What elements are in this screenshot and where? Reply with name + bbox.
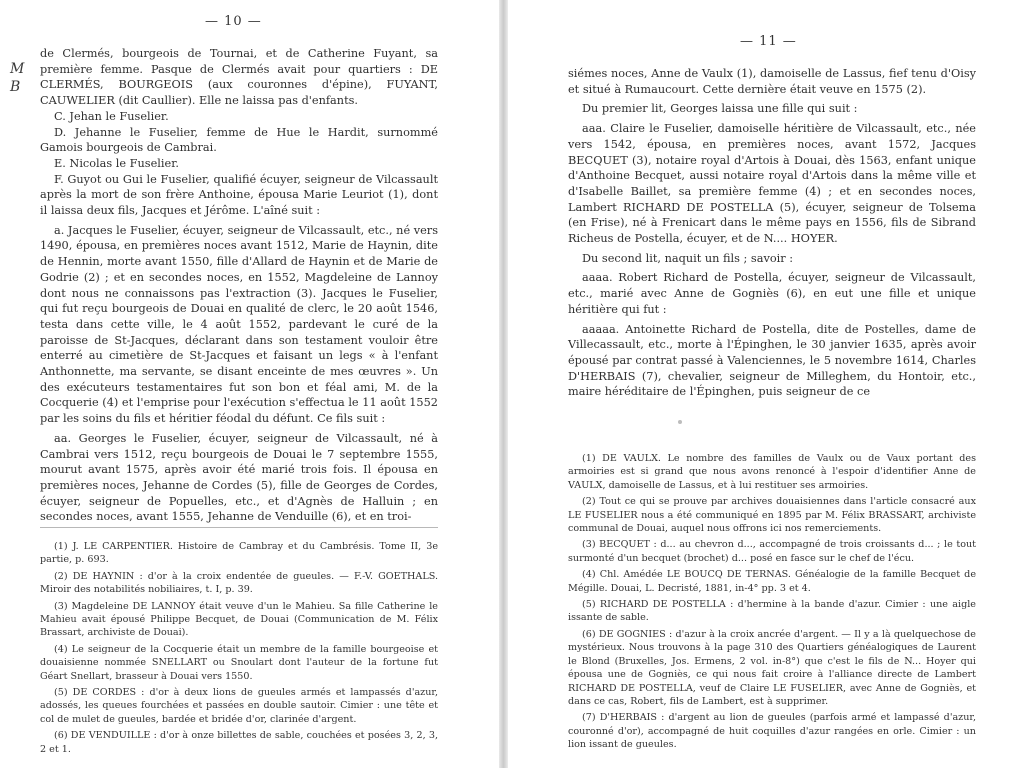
left-body-text (40, 46, 438, 525)
footnote: (4) Le seigneur de la Cocquerie était un membre de la famille bourgeoise et douaisienne nommée SNELLART ou Snoulart dont l'auteur de la fortune fut Géart Snellart, brasseur à Douai vers 1550. (40, 643, 438, 682)
right-body-text (568, 66, 976, 400)
left-page (0, 0, 500, 768)
footnote: (2) Tout ce qui se prouve par archives douaisiennes dans l'article consacré aux LE FUSELIER nous a été communiqué en 1895 par M. Félix BRASSART, archiviste communal de Douai, auquel nous offrons ici nos remerciements. (568, 496, 976, 535)
left-page-number: — 10 — (205, 14, 262, 29)
stray-mark (678, 420, 682, 424)
paragraph: E. Nicolas le Fuselier. (54, 156, 179, 170)
paragraph: C. Jehan le Fuselier. (54, 109, 169, 123)
book-gutter (499, 0, 508, 768)
footnote: (3) BECQUET : d... au chevron d..., accompagné de trois croissants d... ; le tout surmonté d'un becquet (brochet) d... posé en fasce sur le chef de l'écu. (568, 539, 976, 564)
right-page-number: — 11 — (740, 34, 797, 49)
footnote: (1) J. LE CARPENTIER. Histoire de Cambray et du Cambrésis. Tome II, 3e partie, p. 693. (40, 541, 438, 566)
footnote: (5) DE CORDES : d'or à deux lions de gueules armés et lampassés d'azur, adossés, les queues fourchées et passées en double sautoir. Cimier : une tête et col de mulet de gueules, bardée et bridée d'or, clarinée d'argent. (40, 687, 438, 725)
footnote: (6) DE VENDUILLE : d'or à onze billettes de sable, couchées et posées 3, 2, 3, 2 et 1. (40, 730, 438, 755)
footnote: (5) RICHARD DE POSTELLA : d'hermine à la bande d'azur. Cimier : une aigle issante de sable. (568, 599, 976, 624)
footnote: (3) Magdeleine DE LANNOY était veuve d'un le Mahieu. Sa fille Catherine le Mahieu avait épousé Philippe Becquet, de Douai (Communication de M. Félix Brassart, archiviste de Douai). (40, 600, 438, 639)
paragraph: aa. Georges le Fuselier, écuyer, seigneur de Vilcassault, né à Cambrai vers 1512, reçu bourgeois de Douai le 7 septembre 1555, mourut avant 1575, après avoir été marié trois fois. Il épousa en premières noces, Jehanne de Cordes (5), fille de Georges de Cordes, écuyer, seigneur de Popuelles, etc., et d'Agnès de Halluin ; en secondes noces, avant 1555, Jehanne de Venduille (6), et en troi- (40, 431, 438, 524)
right-footnotes (568, 452, 976, 755)
paragraph: Du premier lit, Georges laissa une fille qui suit : (582, 102, 858, 116)
paragraph: aaa. Claire le Fuselier, damoiselle héritière de Vilcassault, etc., née vers 1542, épousa, en premières noces, avant 1572, Jacques BECQUET (3), notaire royal d'Artois à Douai, dès 1563, enfant unique d'Anthoine Becquet, aussi notaire royal d'Artois dans la même ville et d'Isabelle Baillet, sa première femme (4) ; et en secondes noces, Lambert RICHARD DE POSTELLA (5), écuyer, seigneur de Tolsema (en Frise), né à Frenicart dans le même pays en 1556, fils de Sibrand Richeus de Postella, écuyer, et de N.... HOYER. (568, 122, 976, 246)
paragraph: aaaaa. Antoinette Richard de Postella, dite de Postelles, dame de Villecassault, etc., morte à l'Épinghen, le 30 janvier 1635, après avoir épousé par contrat passé à Valenciennes, le 5 novembre 1614, Charles D'HERBAIS (7), chevalier, seigneur de Milleghem, du Hontoir, etc., maire héréditaire de l'Épinghen, puis seigneur de ce (568, 322, 976, 399)
footnote: (6) DE GOGNIES : d'azur à la croix ancrée d'argent. — Il y a là quelquechose de mystérieux. Nous trouvons à la page 310 des Quartiers généalogiques de Laurent le Blond (Bruxelles, Jos. Ermens, 2 vol. in-8°) que c'est le fils de N... Hoyer qui épousa une de Gogniès, ce qui nous fait croire à l'alliance directe de Lambert RICHARD DE POSTELLA, veuf de Claire LE FUSELIER, avec Anne de Gogniès, et dans ce cas, Robert, fils de Lambert, est à supprimer. (568, 628, 976, 707)
right-page (508, 0, 1017, 768)
footnote: (1) DE VAULX. Le nombre des familles de Vaulx ou de Vaux portant des armoiries est si grand que nous avons renoncé à l'espoir d'identifier Anne de VAULX, damoiselle de Lassus, et à lui restituer ses armoiries. (568, 453, 976, 491)
paragraph: a. Jacques le Fuselier, écuyer, seigneur de Vilcassault, etc., né vers 1490, épousa, en premières noces avant 1512, Marie de Haynin, dite de Hennin, morte avant 1550, fille d'Allard de Haynin et de Marie de Godrie (2) ; et en secondes noces, en 1552, Magdeleine de Lannoy dont nous ne connaissons pas l'extraction (3). Jacques le Fuselier, qui fut reçu bourgeois de Douai en qualité de clerc, le 20 août 1546, testa dans cette ville, le 4 août 1552, pardevant le curé de la paroisse de St-Jacques, déclarant dans son testament vouloir être enterré au cimetière de St-Jacques et faisant un legs « à l'enfant Anthonnette, ma servante, se disant enceinte de mes œuvres ». Un des exécuteurs testamentaires fut son bon et féal ami, M. de la Cocquerie (4) et l'emprise pour l'exécution s'effectua le 11 août 1552 par les soins du fils et héritier féodal du défunt. Ce fils suit : (40, 223, 438, 426)
paragraph: siémes noces, Anne de Vaulx (1), damoiselle de Lassus, fief tenu d'Oisy et situé à Rumaucourt. Cette dernière était veuve en 1575 (2). (568, 67, 976, 96)
handwritten-margin-note: M B (10, 61, 25, 95)
paragraph: Du second lit, naquit un fils ; savoir : (582, 251, 794, 265)
footnote: (7) D'HERBAIS : d'argent au lion de gueules (parfois armé et lampassé d'azur, couronné d'or), accompagné de huit coquilles d'azur rangées en orle. Cimier : un lion issant de gueules. (568, 712, 976, 751)
footnote: (2) DE HAYNIN : d'or à la croix endentée de gueules. — F.-V. GOETHALS. Miroir des notabilités nobiliaires, t. I, p. 39. (40, 570, 438, 596)
paragraph: de Clermés, bourgeois de Tournai, et de Catherine Fuyant, sa première femme. Pasque de Clermés avait pour quartiers : DE CLERMÉS, BOURGEOIS (aux couronnes d'épine), FUYANT, CAUWELIER (dit Caullier). Elle ne laissa pas d'enfants. (40, 47, 438, 108)
footnote-divider (40, 527, 438, 528)
paragraph: aaaa. Robert Richard de Postella, écuyer, seigneur de Vilcassault, etc., marié avec Anne de Gogniès (6), en eut une fille et unique héritière qui fut : (568, 271, 976, 316)
paragraph: D. Jehanne le Fuselier, femme de Hue le Hardit, surnommé Gamois bourgeois de Cambrai. (40, 125, 438, 155)
left-footnotes (40, 540, 438, 759)
footnote: (4) Chl. Amédée LE BOUCQ DE TERNAS. Généalogie de la famille Becquet de Mégille. Douai, L. Decristé, 1881, in-4° pp. 3 et 4. (568, 569, 976, 594)
paragraph: F. Guyot ou Gui le Fuselier, qualifié écuyer, seigneur de Vilcassault après la mort de son frère Anthoine, épousa Marie Leuriot (1), dont il laissa deux fils, Jacques et Jérôme. L'aîné suit : (40, 172, 438, 218)
